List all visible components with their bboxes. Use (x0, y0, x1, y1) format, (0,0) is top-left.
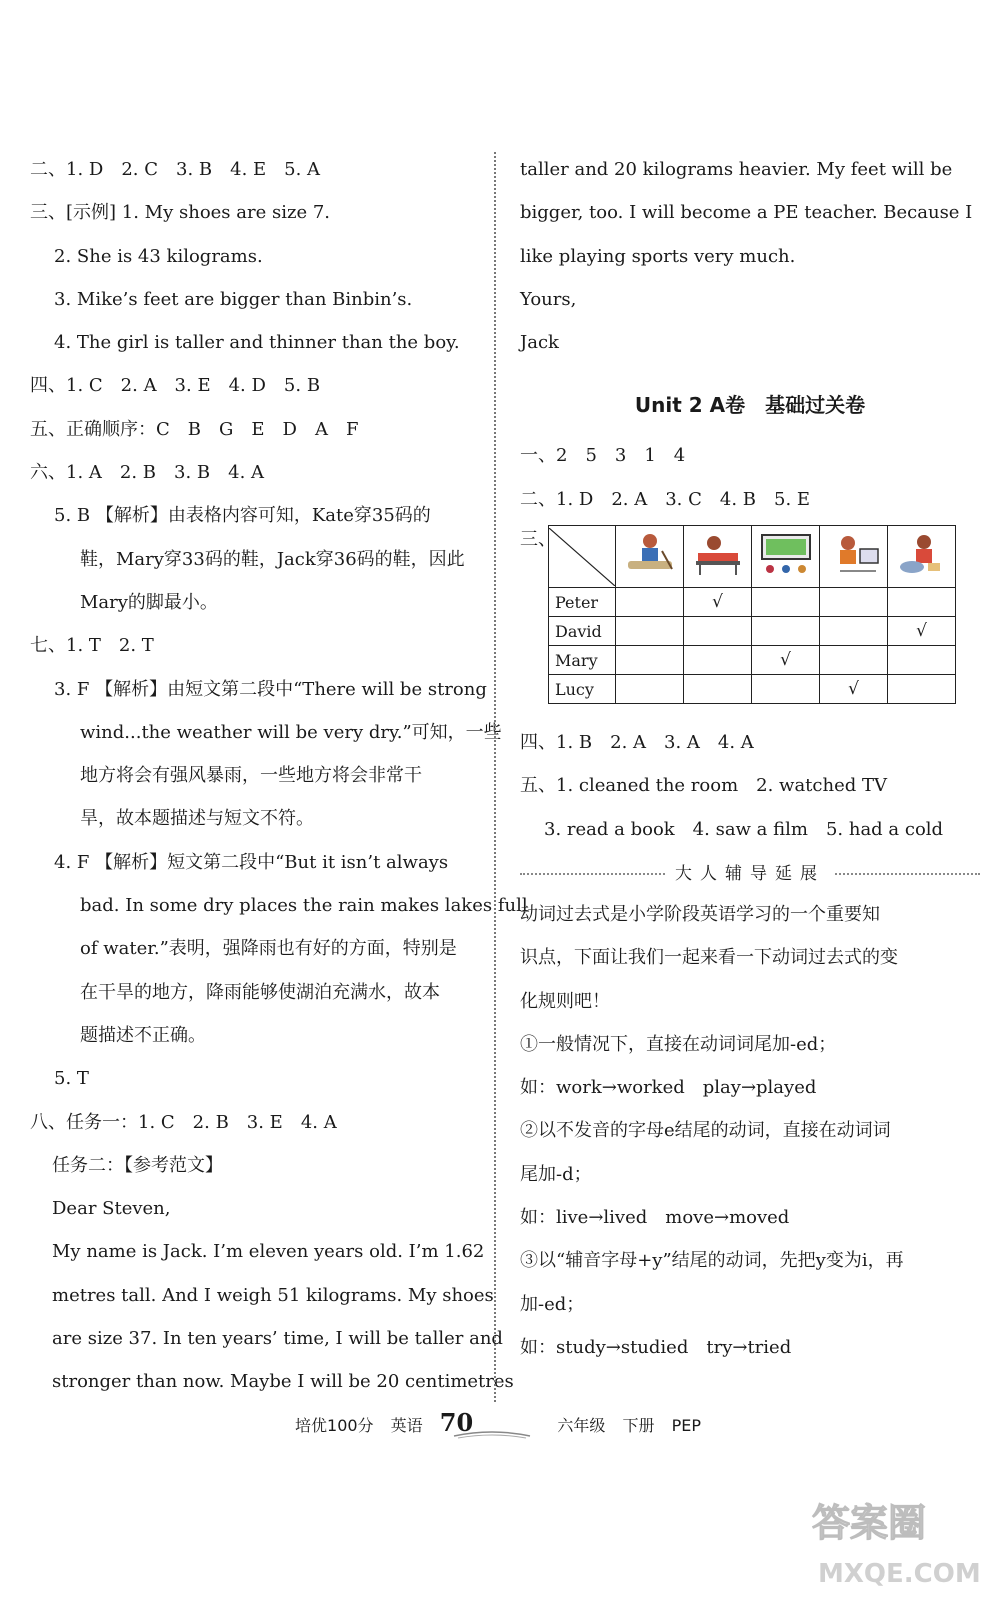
note-line: ③以“辅音字母+y”结尾的动词，先把y变为i，再 (520, 1250, 904, 1272)
check-cell (820, 646, 888, 675)
explanation-line: 旱，故本题描述与短文不符。 (80, 808, 314, 830)
table-label: 三、 (520, 529, 556, 551)
check-cell (616, 646, 684, 675)
note-line: 动词过去式是小学阶段英语学习的一个重要知 (520, 903, 880, 925)
check-cell (684, 675, 752, 704)
letter-line: stronger than now. Maybe I will be 20 centimetres (52, 1371, 514, 1393)
activity-table (548, 525, 956, 704)
note-line: 尾加-d； (520, 1163, 592, 1185)
check-cell (616, 617, 684, 646)
check-cell (888, 675, 956, 704)
check-cell: √ (752, 646, 820, 675)
explanation-line: 5. B 【解析】由表格内容可知，Kate穿35码的 (54, 505, 431, 527)
activity-picture-5 (888, 526, 956, 588)
tv-picture-icon (826, 531, 882, 577)
check-cell (616, 675, 684, 704)
explanation-line: 在干旱的地方，降雨能够使湖泊充满水，故本 (80, 981, 440, 1003)
activity-picture-3 (752, 526, 820, 588)
check-cell: √ (888, 617, 956, 646)
row-name: Lucy (549, 675, 616, 704)
watermark-text: 答案圈 (812, 1501, 927, 1545)
check-cell (888, 646, 956, 675)
subject-label: 英语 (390, 1416, 423, 1435)
explanation-line: 鞋，Mary穿33码的鞋，Jack穿36码的鞋，因此 (80, 548, 465, 570)
explanation-line: bad. In some dry places the rain makes lakes full (80, 895, 528, 917)
row-name: Mary (549, 646, 616, 675)
note-line: 化规则吧！ (520, 990, 610, 1012)
grade-label: 六年级 (557, 1416, 606, 1435)
extension-title: 大人辅导延展 (667, 859, 833, 884)
edition-label: PEP (671, 1416, 701, 1435)
answer-line: 2. She is 43 kilograms. (54, 245, 263, 267)
answer-line: 3. read a book 4. saw a film 5. had a cold (544, 818, 944, 840)
left-column (30, 148, 528, 1404)
section-title: Unit 2 A卷 基础过关卷 (634, 393, 866, 418)
answer-line: 四、1. C 2. A 3. E 4. D 5. B (30, 375, 321, 397)
check-cell (752, 675, 820, 704)
letter-line: like playing sports very much. (520, 245, 796, 267)
letter-line: bigger, too. I will become a PE teacher. Because I (520, 202, 973, 224)
letter-line: My name is Jack. I’m eleven years old. I’m 1.62 (52, 1241, 485, 1263)
activity-picture-4 (820, 526, 888, 588)
check-cell (820, 588, 888, 617)
swoosh-icon (452, 1426, 532, 1440)
answer-line: 3. Mike’s feet are bigger than Binbin’s. (54, 288, 413, 310)
note-line: 加-ed； (520, 1293, 585, 1315)
table-row (549, 675, 956, 704)
note-line: ②以不发音的字母e结尾的动词，直接在动词词 (520, 1120, 891, 1142)
corner-cell (549, 526, 616, 588)
letter-line: Dear Steven, (52, 1198, 171, 1220)
table-header-row (549, 526, 956, 588)
answer-line: 一、2 5 3 1 4 (520, 445, 686, 467)
check-cell (684, 646, 752, 675)
note-line: 如：live→lived move→moved (520, 1207, 790, 1229)
check-cell: √ (820, 675, 888, 704)
answer-line: 4. The girl is taller and thinner than the boy. (54, 332, 460, 354)
check-cell: √ (684, 588, 752, 617)
right-column (520, 148, 980, 1369)
check-cell (616, 588, 684, 617)
activity-table-block (520, 521, 980, 721)
answer-line: 八、任务一：1. C 2. B 3. E 4. A (30, 1111, 337, 1133)
reading-picture-icon (690, 531, 746, 577)
explanation-line: 题描述不正确。 (80, 1024, 206, 1046)
explanation-line: Mary的脚最小。 (80, 591, 218, 613)
explanation-line: wind...the weather will be very dry.”可知，一些 (80, 721, 502, 743)
activity-picture-1 (616, 526, 684, 588)
answer-line: 五、1. cleaned the room 2. watched TV (520, 775, 887, 797)
activity-picture-2 (684, 526, 752, 588)
explanation-line: of water.”表明，强降雨也有好的方面，特别是 (80, 938, 457, 960)
answer-line: 三、[示例] 1. My shoes are size 7. (30, 202, 330, 224)
extension-header (520, 855, 980, 893)
check-cell (888, 588, 956, 617)
note-line: ①一般情况下，直接在动词词尾加-ed； (520, 1033, 837, 1055)
note-line: 如：study→studied try→tried (520, 1336, 792, 1358)
note-line: 识点，下面让我们一起来看一下动词过去式的变 (520, 947, 898, 969)
diagonal-line-icon (549, 528, 615, 586)
table-row (549, 646, 956, 675)
check-cell (684, 617, 752, 646)
answer-line: 四、1. B 2. A 3. A 4. A (520, 732, 754, 754)
letter-line: metres tall. And I weigh 51 kilograms. My shoes (52, 1284, 494, 1306)
column-divider (494, 152, 496, 1402)
explanation-line: 3. F 【解析】由短文第二段中“There will be strong (54, 678, 487, 700)
watermark-logo-icon (808, 1492, 988, 1596)
answer-line: 六、1. A 2. B 3. B 4. A (30, 462, 265, 484)
watermark-url: MXQE.COM (818, 1559, 981, 1589)
answer-line: 五、正确顺序：C B G E D A F (30, 418, 359, 440)
letter-line: taller and 20 kilograms heavier. My feet will be (520, 159, 953, 180)
explanation-line: 4. F 【解析】短文第二段中“But it isn’t always (54, 851, 449, 873)
page-number: 70 (439, 1408, 474, 1437)
row-name: Peter (549, 588, 616, 617)
film-picture-icon (758, 531, 814, 577)
table-row (549, 588, 956, 617)
letter-line: are size 37. In ten years’ time, I will be taller and (52, 1328, 503, 1350)
book-title: 培优100分 (295, 1416, 374, 1435)
check-cell (752, 617, 820, 646)
answer-line: 5. T (54, 1068, 89, 1090)
answer-line: 七、1. T 2. T (30, 635, 154, 657)
sick-picture-icon (894, 531, 950, 577)
volume-label: 下册 (622, 1416, 655, 1435)
letter-closing: Yours, (520, 288, 577, 310)
answer-line: 任务二：【参考范文】 (52, 1154, 223, 1176)
table-row (549, 617, 956, 646)
cleaning-picture-icon (622, 531, 678, 577)
note-line: 如：work→worked play→played (520, 1077, 817, 1099)
answer-line: 二、1. D 2. C 3. B 4. E 5. A (30, 159, 321, 180)
letter-signature: Jack (520, 332, 559, 354)
row-name: David (549, 617, 616, 646)
check-cell (820, 617, 888, 646)
answer-line: 二、1. D 2. A 3. C 4. B 5. E (520, 488, 811, 510)
explanation-line: 地方将会有强风暴雨，一些地方将会非常干 (80, 765, 422, 787)
check-cell (752, 588, 820, 617)
